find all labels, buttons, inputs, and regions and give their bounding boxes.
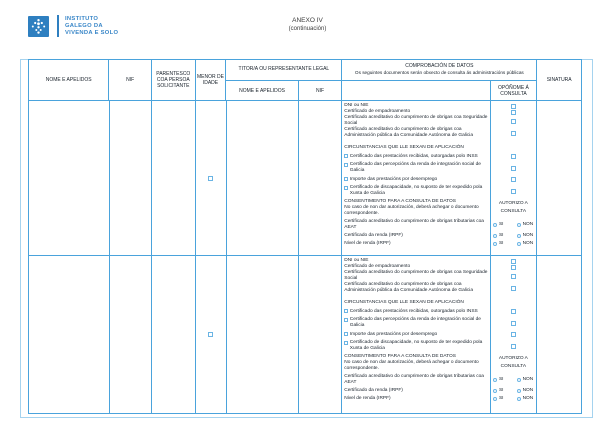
parentesco-cell — [152, 101, 196, 255]
autorizo-label: AUTORIZO A CONSULTA — [498, 356, 528, 369]
doc-label: Certificado das percepcións da renda de integración social de Galicia — [349, 162, 481, 173]
col-header-sinatura: SINATURA — [546, 77, 572, 83]
doc-label: Importe das prestacións por desemprego — [349, 176, 438, 182]
non-radio[interactable] — [517, 241, 533, 247]
radio-label: Certificado acreditativo do cumprimento de obrigas tributarias coa AEAT — [344, 374, 484, 385]
nome-cell — [29, 256, 110, 413]
sinatura-cell — [537, 256, 581, 413]
si-label: SI — [498, 233, 504, 238]
brand-line-1: INSTITUTO — [65, 15, 99, 22]
radio-item — [342, 241, 536, 247]
col-group-titor — [226, 60, 342, 100]
si-radio[interactable] — [493, 241, 503, 247]
doc-label: Certificado das prestacións recibidas, outorgadas polo INSS — [349, 153, 478, 159]
oponome-checkbox[interactable] — [511, 274, 516, 279]
autorizo-label: AUTORIZO A CONSULTA — [498, 201, 528, 214]
oponome-checkbox[interactable] — [511, 154, 516, 159]
sinatura-cell — [537, 101, 581, 255]
non-radio[interactable] — [517, 377, 533, 383]
si-label: SI — [498, 377, 504, 382]
oponome-checkbox[interactable] — [511, 332, 516, 337]
col-header-menor: MENOR DE IDADE — [196, 60, 227, 100]
doc-label: Certificado de discapacidade, no suposto de ter expedido pola Xunta de Galicia — [349, 340, 483, 351]
oponome-checkbox[interactable] — [511, 189, 516, 194]
radio-label: Certificado da renda (IRPF) — [344, 388, 403, 393]
brand-line-2: GALEGO DA — [65, 22, 103, 29]
oponome-checkbox[interactable] — [511, 119, 516, 124]
anexo-subtitle: (continuación) — [288, 26, 327, 32]
oponome-checkbox[interactable] — [511, 286, 516, 291]
doc-label: Importe das prestacións por desemprego — [349, 331, 438, 337]
consent-title: CONSENTIMENTO PARA A CONSULTA DE DATOS — [344, 354, 456, 359]
titor-nif-cell — [299, 101, 342, 255]
doc-item — [342, 185, 536, 197]
oponome-checkbox[interactable] — [511, 309, 516, 314]
radio-icon — [493, 397, 497, 401]
oponome-checkbox[interactable] — [511, 177, 516, 182]
doc-label: Certificado das percepcións da renda de integración social de Galicia — [349, 317, 481, 328]
doc-label: Certificado das prestacións recibidas, outorgadas polo INSS — [349, 308, 478, 314]
doc-item — [342, 317, 536, 329]
radio-label: Certificado da renda (IRPF) — [344, 233, 403, 238]
nif-cell — [110, 101, 153, 255]
nif-cell — [110, 256, 153, 413]
oponome-checkbox[interactable] — [511, 131, 516, 136]
section-row — [342, 300, 536, 306]
section-row — [342, 145, 536, 151]
radio-icon — [493, 223, 497, 227]
table-row — [29, 256, 581, 413]
col-header-comprobacion — [342, 60, 536, 81]
radio-icon — [517, 389, 521, 393]
doc-inline-checkbox[interactable] — [344, 341, 348, 345]
radio-icon — [493, 242, 497, 246]
doc-item — [342, 162, 536, 174]
menor-checkbox[interactable] — [208, 176, 213, 181]
doc-inline-checkbox[interactable] — [344, 154, 348, 158]
non-radio[interactable] — [517, 233, 533, 239]
doc-label: Certificado de discapacidade, no suposto de ter expedido pola Xunta de Galicia — [349, 185, 483, 196]
doc-inline-checkbox[interactable] — [344, 186, 348, 190]
oponome-checkbox[interactable] — [511, 344, 516, 349]
doc-label: Certificado acreditativo do cumprimento de obrigas coa Administración pública da Comunidade Autónoma de Galicia — [344, 127, 474, 138]
doc-label: Certificado de empadroamento — [344, 264, 411, 269]
doc-item — [342, 115, 536, 127]
radio-item — [342, 233, 536, 239]
radio-label: Nivel de renda (IRPF) — [344, 241, 391, 246]
doc-label: Certificado acreditativo do cumprimento de obrigas coa Seguridade Social — [344, 115, 488, 126]
titor-nome-cell — [227, 256, 300, 413]
comprobacion-subtitle: Os seguintes documentos serán obxecto de consulta ás administracións públicas — [354, 70, 524, 76]
circunstancias-title: CIRCUNSTANCIAS QUE LLE SEXAN DE APLICACIÓN — [344, 300, 464, 305]
form-table — [28, 59, 582, 414]
radio-item — [342, 396, 536, 402]
oponome-checkbox[interactable] — [511, 166, 516, 171]
radio-icon — [493, 378, 497, 382]
nome-cell — [29, 101, 110, 255]
si-label: SI — [498, 222, 504, 227]
comprobacion-cell — [342, 256, 537, 413]
doc-item — [342, 270, 536, 282]
consent-note: No caso de non dar autorización, deberá achegar o documento correspondente. — [344, 360, 479, 371]
menor-checkbox[interactable] — [208, 332, 213, 337]
si-radio[interactable] — [493, 388, 503, 394]
oponome-checkbox[interactable] — [511, 104, 516, 109]
non-label: NON — [522, 396, 534, 401]
si-radio[interactable] — [493, 233, 503, 239]
si-label: SI — [498, 241, 504, 246]
doc-inline-checkbox[interactable] — [344, 163, 348, 167]
circunstancias-title: CIRCUNSTANCIAS QUE LLE SEXAN DE APLICACIÓN — [344, 145, 464, 150]
col-header-titor: TITOR/A OU REPRESENTANTE LEGAL — [226, 60, 341, 81]
col-header-nif: NIF — [109, 60, 152, 100]
doc-item — [342, 154, 536, 160]
col-header-parentesco: PARENTESCO COA PERSOA SOLICITANTE — [152, 60, 196, 100]
doc-inline-checkbox[interactable] — [344, 309, 348, 313]
radio-icon — [517, 397, 521, 401]
table-header — [29, 60, 581, 101]
col-header-nome: NOME E APELIDOS — [29, 60, 109, 100]
oponome-checkbox[interactable] — [511, 110, 516, 115]
oponome-checkbox[interactable] — [511, 265, 516, 270]
si-radio[interactable] — [493, 222, 503, 228]
non-label: NON — [522, 222, 534, 227]
page-frame — [20, 59, 593, 418]
doc-item — [342, 340, 536, 352]
si-label: SI — [498, 396, 504, 401]
menor-cell — [196, 101, 227, 255]
doc-item — [342, 332, 536, 338]
table-row — [29, 101, 581, 256]
non-label: NON — [522, 388, 534, 393]
radio-label: Certificado acreditativo do cumprimento de obrigas tributarias coa AEAT — [344, 219, 484, 230]
parentesco-cell — [152, 256, 196, 413]
col-header-titor-nome: NOME E APELIDOS — [226, 81, 298, 100]
consent-section — [342, 354, 536, 372]
col-header-oponome: OPÓÑOME Á CONSULTA — [498, 84, 529, 97]
doc-inline-checkbox[interactable] — [344, 318, 348, 322]
doc-inline-checkbox[interactable] — [344, 332, 348, 336]
doc-item — [342, 177, 536, 183]
radio-icon — [517, 234, 521, 238]
radio-item — [342, 388, 536, 394]
doc-inline-checkbox[interactable] — [344, 177, 348, 181]
radio-icon — [493, 234, 497, 238]
radio-icon — [493, 389, 497, 393]
non-radio[interactable] — [517, 388, 533, 394]
radio-icon — [517, 223, 521, 227]
doc-item — [342, 282, 536, 294]
col-header-titor-nif: NIF — [316, 87, 325, 94]
non-label: NON — [522, 241, 534, 246]
doc-item — [342, 309, 536, 315]
page-title — [0, 17, 615, 33]
doc-label: DNI ou NIE — [344, 103, 369, 108]
titor-nif-cell — [299, 256, 342, 413]
comprobacion-title: COMPROBACIÓN DE DATOS — [405, 63, 474, 70]
radio-icon — [517, 242, 521, 246]
anexo-title: ANEXO IV — [292, 17, 323, 24]
si-radio[interactable] — [493, 377, 503, 383]
col-header-docs-empty — [342, 81, 490, 100]
non-label: NON — [522, 377, 534, 382]
non-radio[interactable] — [517, 396, 533, 402]
doc-label: Certificado acreditativo do cumprimento de obrigas coa Seguridade Social — [344, 270, 488, 281]
menor-cell — [196, 256, 227, 413]
oponome-checkbox[interactable] — [511, 259, 516, 264]
brand-line-3: VIVENDA E SOLO — [65, 29, 119, 36]
non-label: NON — [522, 233, 534, 238]
consent-title: CONSENTIMENTO PARA A CONSULTA DE DATOS — [344, 199, 456, 204]
doc-label: Certificado acreditativo do cumprimento de obrigas coa Administración pública da Comunidade Autónoma de Galicia — [344, 282, 474, 293]
comprobacion-cell — [342, 101, 537, 255]
radio-icon — [517, 378, 521, 382]
titor-nome-cell — [227, 101, 300, 255]
radio-label: Nivel de renda (IRPF) — [344, 396, 391, 401]
consent-note: No caso de non dar autorización, deberá achegar o documento correspondente. — [344, 205, 479, 216]
doc-item — [342, 127, 536, 139]
consent-section — [342, 199, 536, 217]
si-label: SI — [498, 388, 504, 393]
col-group-comprobacion — [342, 60, 537, 100]
oponome-checkbox[interactable] — [511, 321, 516, 326]
doc-label: DNI ou NIE — [344, 258, 369, 263]
non-radio[interactable] — [517, 222, 533, 228]
si-radio[interactable] — [493, 396, 503, 402]
doc-label: Certificado de empadroamento — [344, 109, 411, 114]
radio-item — [342, 219, 536, 231]
radio-item — [342, 374, 536, 386]
